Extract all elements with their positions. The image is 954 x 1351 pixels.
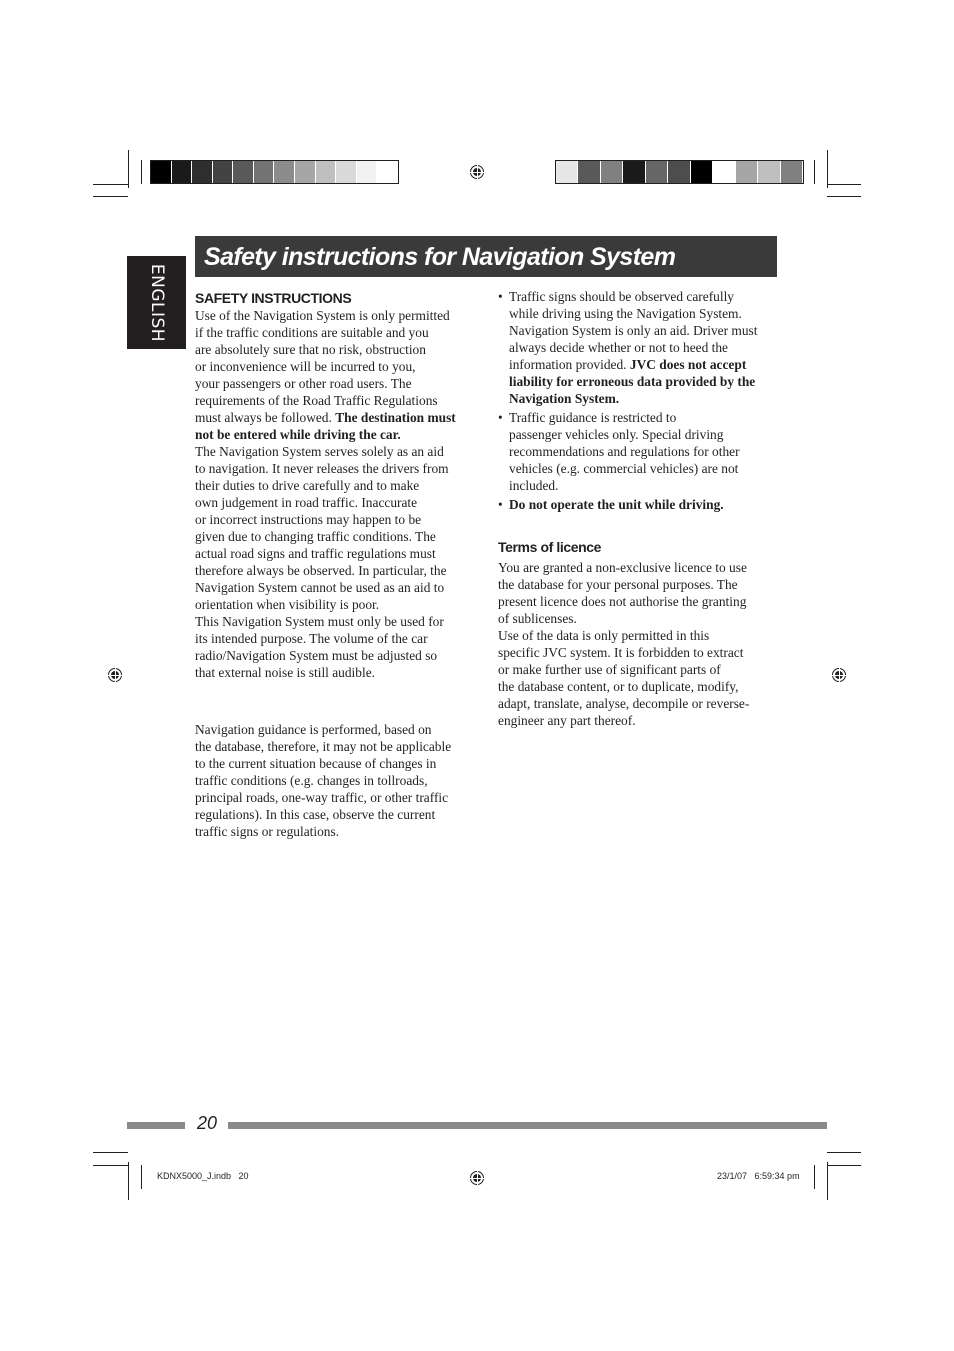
registration-mark-icon <box>832 668 846 682</box>
color-swatch <box>213 161 234 183</box>
color-swatch <box>623 161 645 183</box>
text-line: of sublicenses. <box>498 611 577 626</box>
text-line: if the traffic conditions are suitable and you <box>195 325 429 340</box>
crop-mark <box>93 1165 128 1166</box>
color-swatch <box>781 161 803 183</box>
text-line: • Traffic guidance is restricted to <box>509 410 677 425</box>
crop-mark <box>814 160 815 184</box>
language-tab <box>127 256 186 349</box>
text-line: its intended purpose. The volume of the car <box>195 631 428 646</box>
text-fragment: information provided. <box>509 357 630 372</box>
text-line: or inconvenience will be incurred to you, <box>195 359 416 374</box>
text-line: that external noise is still audible. <box>195 665 375 680</box>
text-line: Use of the data is only permitted in this <box>498 628 710 643</box>
color-swatch <box>274 161 295 183</box>
text-line: included. <box>509 478 559 493</box>
color-swatch <box>151 161 172 183</box>
text-line: while driving using the Navigation System. <box>509 306 742 321</box>
section-heading-safety: SAFETY INSTRUCTIONS <box>195 290 352 306</box>
text-line: present licence does not authorise the granting <box>498 594 747 609</box>
crop-mark <box>93 1152 128 1153</box>
color-swatch <box>316 161 337 183</box>
text-line: requirements of the Road Traffic Regulations <box>195 393 438 408</box>
crop-mark <box>827 196 861 197</box>
bold-disclaimer: liability for erroneous data provided by the <box>509 374 756 389</box>
bullet-item <box>498 409 783 494</box>
color-swatch <box>377 161 398 183</box>
crop-mark <box>827 1165 861 1166</box>
text-line: the database for your personal purposes. The <box>498 577 738 592</box>
text-line: This Navigation System must only be used for <box>195 614 444 629</box>
color-calibration-strip-left <box>150 160 399 184</box>
text-line: given due to changing traffic conditions. The <box>195 529 436 544</box>
bold-warning: not be entered while driving the car. <box>195 427 401 442</box>
text-line: regulations). In this case, observe the current <box>195 807 436 822</box>
registration-mark-icon <box>108 668 122 682</box>
crop-mark <box>93 184 128 185</box>
text-line: Navigation guidance is performed, based on <box>195 722 432 737</box>
color-swatch <box>736 161 758 183</box>
bold-warning: • Do not operate the unit while driving. <box>509 497 724 512</box>
text-line: recommendations and regulations for other <box>509 444 740 459</box>
section-heading-terms: Terms of licence <box>498 539 602 555</box>
footer-bar-left <box>127 1122 185 1129</box>
crop-mark <box>827 184 861 185</box>
crop-mark <box>827 1152 861 1153</box>
crop-mark <box>128 150 129 188</box>
paragraph <box>195 307 480 443</box>
text-line: Use of the Navigation System is only permitted <box>195 308 450 323</box>
text-line: are absolutely sure that no risk, obstruction <box>195 342 426 357</box>
page-title: Safety instructions for Navigation System <box>204 243 676 271</box>
text-line: actual road signs and traffic regulations must <box>195 546 436 561</box>
text-line: traffic conditions (e.g. changes in tollroads, <box>195 773 428 788</box>
color-swatch <box>233 161 254 183</box>
color-calibration-strip-right <box>555 160 804 184</box>
file-name-slug: KDNX5000_J.indb 20 <box>157 1171 249 1181</box>
crop-mark <box>141 160 142 184</box>
page-number: 20 <box>197 1113 218 1133</box>
bold-disclaimer: JVC does not accept <box>629 357 747 372</box>
text-line: orientation when visibility is poor. <box>195 597 380 612</box>
text-line: passenger vehicles only. Special driving <box>509 427 724 442</box>
text-line: to navigation. It never releases the drivers from <box>195 461 449 476</box>
timestamp-slug: 23/1/07 6:59:34 pm <box>717 1171 800 1181</box>
text-line: specific JVC system. It is forbidden to extract <box>498 645 744 660</box>
text-line: own judgement in road traffic. Inaccurate <box>195 495 418 510</box>
left-column <box>195 290 480 840</box>
text-line <box>509 356 783 373</box>
footer-bar-right <box>228 1122 827 1129</box>
text-line: Navigation System is only an aid. Driver must <box>509 323 758 338</box>
text-fragment: must always be followed. <box>195 410 336 425</box>
color-swatch <box>254 161 275 183</box>
crop-mark <box>141 1165 142 1189</box>
color-swatch <box>601 161 623 183</box>
text-line: their duties to drive carefully and to make <box>195 478 420 493</box>
color-swatch <box>295 161 316 183</box>
crop-mark <box>827 150 828 188</box>
text-line <box>195 409 480 426</box>
color-swatch <box>646 161 668 183</box>
color-swatch <box>668 161 690 183</box>
text-line: your passengers or other road users. The <box>195 376 412 391</box>
text-line: The Navigation System serves solely as an aid <box>195 444 444 459</box>
color-swatch <box>578 161 600 183</box>
text-line: or incorrect instructions may happen to be <box>195 512 422 527</box>
text-line: radio/Navigation System must be adjusted so <box>195 648 438 663</box>
color-swatch <box>336 161 357 183</box>
text-line: therefore always be observed. In particular, the <box>195 563 447 578</box>
paragraph <box>195 443 480 613</box>
text-line: adapt, translate, analyse, decompile or reverse- <box>498 696 750 711</box>
color-swatch <box>192 161 213 183</box>
text-line: to the current situation because of changes in <box>195 756 437 771</box>
bullet-item <box>498 288 783 407</box>
text-line: engineer any part thereof. <box>498 713 636 728</box>
language-tab-label: ENGLISH <box>146 263 167 342</box>
text-line: the database content, or to duplicate, modify, <box>498 679 739 694</box>
color-swatch <box>691 161 713 183</box>
color-swatch <box>357 161 378 183</box>
bold-warning: The destination must <box>335 410 456 425</box>
color-swatch <box>713 161 735 183</box>
text-line: or make further use of significant parts of <box>498 662 721 677</box>
paragraph <box>195 613 480 681</box>
registration-mark-icon <box>470 1171 484 1185</box>
text-line: vehicles (e.g. commercial vehicles) are not <box>509 461 739 476</box>
crop-mark <box>93 196 128 197</box>
registration-mark-icon <box>470 165 484 179</box>
text-line: always decide whether or not to heed the <box>509 340 729 355</box>
text-line: • Traffic signs should be observed carefully <box>509 289 734 304</box>
text-line: principal roads, one-way traffic, or other traffic <box>195 790 449 805</box>
text-line: traffic signs or regulations. <box>195 824 340 839</box>
paragraph <box>498 559 783 627</box>
right-column <box>498 288 783 729</box>
bold-disclaimer: Navigation System. <box>509 391 620 406</box>
text-line: Navigation System cannot be used as an aid to <box>195 580 445 595</box>
crop-mark <box>827 1162 828 1200</box>
crop-mark <box>814 1165 815 1189</box>
color-swatch <box>556 161 578 183</box>
text-line: You are granted a non-exclusive licence to use <box>498 560 747 575</box>
paragraph <box>498 627 783 729</box>
crop-mark <box>128 1162 129 1200</box>
text-line: the database, therefore, it may not be applicable <box>195 739 452 754</box>
title-bar <box>195 236 777 277</box>
bullet-item <box>498 496 783 513</box>
color-swatch <box>758 161 780 183</box>
paragraph <box>195 721 480 840</box>
color-swatch <box>172 161 193 183</box>
